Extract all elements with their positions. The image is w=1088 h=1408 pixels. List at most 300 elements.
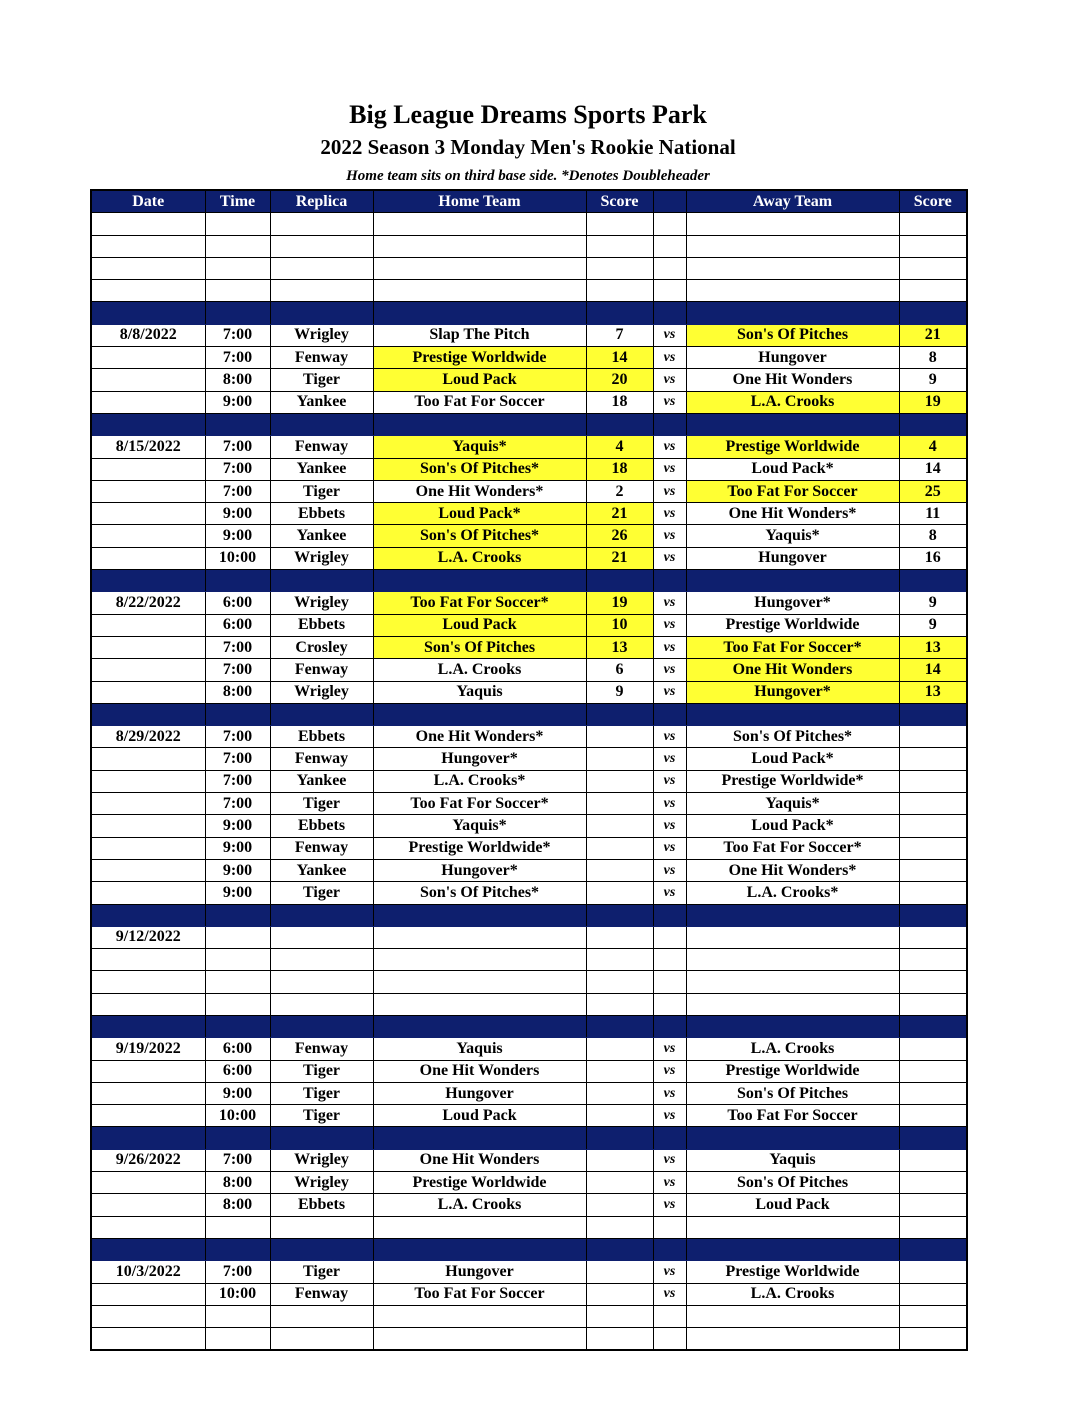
blank-cell: [586, 257, 653, 279]
blank-cell: [91, 1305, 205, 1327]
home-score-cell: 26: [586, 525, 653, 547]
game-row: [91, 748, 967, 770]
home-score-cell: 10: [586, 614, 653, 636]
blank-row: [91, 235, 967, 257]
away-team-cell: L.A. Crooks: [686, 1038, 899, 1060]
blank-cell: [373, 257, 586, 279]
separator-cell: [586, 904, 653, 926]
blank-cell: [653, 971, 686, 993]
separator-cell: [586, 413, 653, 435]
blank-cell: [270, 280, 373, 302]
replica-field-cell: Ebbets: [270, 1194, 373, 1216]
replica-field-cell: Ebbets: [270, 614, 373, 636]
away-score-cell: [899, 1283, 967, 1305]
separator-cell: [586, 1015, 653, 1037]
schedule-table: [90, 189, 968, 1351]
separator-cell: [586, 302, 653, 324]
replica-field-cell: Tiger: [270, 1105, 373, 1127]
blank-cell: [270, 949, 373, 971]
home-team-cell: One Hit Wonders: [373, 1149, 586, 1171]
blank-cell: [373, 1216, 586, 1238]
home-team-cell: One Hit Wonders*: [373, 726, 586, 748]
blank-row: [91, 1216, 967, 1238]
separator-cell: [270, 1015, 373, 1037]
home-team-cell: Yaquis: [373, 1038, 586, 1060]
separator-cell: [270, 302, 373, 324]
time-cell: 7:00: [205, 659, 270, 681]
date-cell: [91, 837, 205, 859]
date-cell: [91, 859, 205, 881]
blank-row: [91, 213, 967, 235]
separator-cell: [586, 1238, 653, 1260]
separator-cell: [91, 1238, 205, 1260]
date-cell: [91, 1105, 205, 1127]
blank-cell: [270, 235, 373, 257]
separator-cell: [91, 302, 205, 324]
date-cell: [91, 1060, 205, 1082]
game-row: [91, 458, 967, 480]
replica-field-cell: Tiger: [270, 480, 373, 502]
home-score-cell: 18: [586, 458, 653, 480]
home-score-cell: [586, 1038, 653, 1060]
vs-cell: vs: [653, 614, 686, 636]
blank-cell: [91, 257, 205, 279]
away-team-cell: Hungover*: [686, 592, 899, 614]
away-score-cell: [899, 1194, 967, 1216]
home-score-cell: 4: [586, 436, 653, 458]
vs-cell: [653, 926, 686, 948]
col-away-team: Away Team: [686, 190, 899, 213]
time-cell: 9:00: [205, 859, 270, 881]
separator-cell: [653, 904, 686, 926]
separator-cell: [205, 570, 270, 592]
game-row: [91, 726, 967, 748]
home-team-cell: Yaquis: [373, 681, 586, 703]
replica-field-cell: Wrigley: [270, 547, 373, 569]
blank-cell: [899, 971, 967, 993]
vs-cell: vs: [653, 770, 686, 792]
blank-cell: [686, 280, 899, 302]
blank-cell: [270, 213, 373, 235]
away-team-cell: Prestige Worldwide: [686, 1060, 899, 1082]
separator-cell: [91, 413, 205, 435]
separator-cell: [686, 904, 899, 926]
blank-cell: [653, 993, 686, 1015]
home-score-cell: [586, 1105, 653, 1127]
away-team-cell: Too Fat For Soccer: [686, 480, 899, 502]
blank-cell: [373, 235, 586, 257]
blank-cell: [91, 280, 205, 302]
separator-cell: [686, 413, 899, 435]
blank-cell: [899, 1305, 967, 1327]
blank-cell: [205, 1216, 270, 1238]
blank-cell: [899, 949, 967, 971]
away-score-cell: 11: [899, 503, 967, 525]
date-cell: 9/12/2022: [91, 926, 205, 948]
replica-field-cell: Fenway: [270, 347, 373, 369]
home-team-cell: Too Fat For Soccer: [373, 391, 586, 413]
time-cell: 7:00: [205, 1261, 270, 1283]
vs-cell: vs: [653, 659, 686, 681]
home-score-cell: 7: [586, 324, 653, 346]
separator-cell: [373, 413, 586, 435]
game-row: [91, 659, 967, 681]
blank-cell: [270, 1328, 373, 1351]
vs-cell: vs: [653, 369, 686, 391]
date-cell: [91, 770, 205, 792]
date-separator-row: [91, 1127, 967, 1149]
blank-cell: [270, 257, 373, 279]
separator-cell: [899, 703, 967, 725]
blank-cell: [686, 257, 899, 279]
away-score-cell: 8: [899, 347, 967, 369]
game-row: [91, 636, 967, 658]
time-cell: 6:00: [205, 614, 270, 636]
date-cell: 8/29/2022: [91, 726, 205, 748]
separator-cell: [270, 413, 373, 435]
blank-cell: [899, 235, 967, 257]
vs-cell: vs: [653, 1149, 686, 1171]
home-score-cell: [586, 770, 653, 792]
blank-cell: [586, 235, 653, 257]
replica-field-cell: Fenway: [270, 1283, 373, 1305]
vs-cell: vs: [653, 436, 686, 458]
separator-cell: [91, 703, 205, 725]
separator-cell: [586, 703, 653, 725]
away-score-cell: [899, 815, 967, 837]
date-cell: [91, 882, 205, 904]
time-cell: 7:00: [205, 347, 270, 369]
blank-cell: [270, 1305, 373, 1327]
blank-cell: [899, 1328, 967, 1351]
date-cell: [91, 681, 205, 703]
replica-field-cell: Fenway: [270, 436, 373, 458]
home-score-cell: 19: [586, 592, 653, 614]
blank-cell: [373, 213, 586, 235]
page-subtitle: 2022 Season 3 Monday Men's Rookie National: [320, 135, 736, 159]
game-row: [91, 324, 967, 346]
home-team-cell: Hungover: [373, 1261, 586, 1283]
away-score-cell: 8: [899, 525, 967, 547]
blank-row: [91, 257, 967, 279]
time-cell: 7:00: [205, 726, 270, 748]
away-team-cell: One Hit Wonders*: [686, 503, 899, 525]
separator-cell: [373, 302, 586, 324]
away-score-cell: [899, 882, 967, 904]
date-separator-row: [91, 1015, 967, 1037]
away-score-cell: 9: [899, 369, 967, 391]
vs-cell: vs: [653, 1261, 686, 1283]
col-away-score: Score: [899, 190, 967, 213]
blank-cell: [686, 213, 899, 235]
home-score-cell: [586, 815, 653, 837]
home-team-cell: Too Fat For Soccer: [373, 1283, 586, 1305]
home-score-cell: 20: [586, 369, 653, 391]
away-team-cell: Yaquis*: [686, 793, 899, 815]
away-team-cell: L.A. Crooks: [686, 391, 899, 413]
home-score-cell: [586, 1261, 653, 1283]
blank-cell: [205, 949, 270, 971]
vs-cell: vs: [653, 1194, 686, 1216]
blank-row: [91, 971, 967, 993]
blank-row: [91, 1305, 967, 1327]
blank-cell: [91, 1328, 205, 1351]
separator-cell: [205, 1127, 270, 1149]
blank-cell: [686, 1328, 899, 1351]
home-team-cell: Hungover*: [373, 748, 586, 770]
separator-cell: [586, 570, 653, 592]
vs-cell: vs: [653, 837, 686, 859]
blank-cell: [686, 971, 899, 993]
home-score-cell: 21: [586, 503, 653, 525]
separator-cell: [653, 413, 686, 435]
blank-cell: [686, 993, 899, 1015]
vs-cell: vs: [653, 1060, 686, 1082]
vs-cell: vs: [653, 1038, 686, 1060]
home-score-cell: [586, 859, 653, 881]
blank-cell: [586, 1216, 653, 1238]
date-cell: 8/22/2022: [91, 592, 205, 614]
blank-cell: [205, 971, 270, 993]
home-team-cell: Prestige Worldwide*: [373, 837, 586, 859]
vs-cell: vs: [653, 503, 686, 525]
replica-field-cell: Tiger: [270, 369, 373, 391]
blank-cell: [653, 1328, 686, 1351]
home-score-cell: [586, 1172, 653, 1194]
col-time: Time: [205, 190, 270, 213]
away-score-cell: [899, 793, 967, 815]
replica-field-cell: Fenway: [270, 748, 373, 770]
col-vs: [653, 190, 686, 213]
time-cell: 8:00: [205, 369, 270, 391]
away-team-cell: Prestige Worldwide*: [686, 770, 899, 792]
vs-cell: vs: [653, 815, 686, 837]
date-separator-row: [91, 1238, 967, 1260]
separator-cell: [205, 302, 270, 324]
separator-cell: [91, 570, 205, 592]
date-cell: [91, 614, 205, 636]
replica-field-cell: Crosley: [270, 636, 373, 658]
replica-field-cell: Tiger: [270, 1261, 373, 1283]
replica-field-cell: Ebbets: [270, 503, 373, 525]
home-score-cell: 18: [586, 391, 653, 413]
home-score-cell: [586, 1082, 653, 1104]
game-row: [91, 436, 967, 458]
away-team-cell: Hungover: [686, 347, 899, 369]
separator-cell: [373, 1127, 586, 1149]
game-row: [91, 1060, 967, 1082]
away-team-cell: Hungover*: [686, 681, 899, 703]
date-separator-row: [91, 703, 967, 725]
date-cell: [91, 391, 205, 413]
away-score-cell: 9: [899, 614, 967, 636]
blank-cell: [653, 235, 686, 257]
replica-field-cell: Tiger: [270, 882, 373, 904]
home-team-cell: Loud Pack*: [373, 503, 586, 525]
separator-cell: [653, 570, 686, 592]
page-title: Big League Dreams Sports Park: [349, 100, 707, 129]
away-team-cell: Prestige Worldwide: [686, 1261, 899, 1283]
time-cell: 6:00: [205, 592, 270, 614]
time-cell: 7:00: [205, 1149, 270, 1171]
blank-cell: [373, 1328, 586, 1351]
replica-field-cell: Fenway: [270, 659, 373, 681]
vs-cell: vs: [653, 547, 686, 569]
vs-cell: vs: [653, 1082, 686, 1104]
header-row: [91, 190, 967, 213]
away-score-cell: 14: [899, 458, 967, 480]
time-cell: 10:00: [205, 1105, 270, 1127]
away-team-cell: Son's Of Pitches: [686, 324, 899, 346]
time-cell: [205, 926, 270, 948]
col-home-team: Home Team: [373, 190, 586, 213]
blank-cell: [373, 1305, 586, 1327]
replica-field-cell: [270, 926, 373, 948]
vs-cell: vs: [653, 748, 686, 770]
separator-cell: [586, 1127, 653, 1149]
game-row: [91, 1261, 967, 1283]
away-score-cell: [899, 770, 967, 792]
vs-cell: vs: [653, 882, 686, 904]
date-cell: [91, 1194, 205, 1216]
away-team-cell: Son's Of Pitches*: [686, 726, 899, 748]
home-score-cell: 13: [586, 636, 653, 658]
blank-cell: [373, 971, 586, 993]
separator-cell: [899, 413, 967, 435]
separator-cell: [653, 1238, 686, 1260]
replica-field-cell: Tiger: [270, 793, 373, 815]
vs-cell: vs: [653, 726, 686, 748]
date-cell: [91, 369, 205, 391]
blank-cell: [373, 993, 586, 1015]
time-cell: 9:00: [205, 391, 270, 413]
game-row: [91, 1149, 967, 1171]
replica-field-cell: Wrigley: [270, 324, 373, 346]
home-score-cell: 9: [586, 681, 653, 703]
home-team-cell: L.A. Crooks: [373, 1194, 586, 1216]
replica-field-cell: Ebbets: [270, 815, 373, 837]
blank-cell: [653, 213, 686, 235]
blank-row: [91, 993, 967, 1015]
time-cell: 6:00: [205, 1038, 270, 1060]
home-score-cell: 21: [586, 547, 653, 569]
home-team-cell: Too Fat For Soccer*: [373, 592, 586, 614]
game-row: [91, 525, 967, 547]
blank-cell: [653, 949, 686, 971]
away-team-cell: Too Fat For Soccer: [686, 1105, 899, 1127]
separator-cell: [899, 570, 967, 592]
blank-cell: [686, 235, 899, 257]
blank-cell: [899, 257, 967, 279]
blank-cell: [686, 1305, 899, 1327]
blank-cell: [899, 280, 967, 302]
home-team-cell: One Hit Wonders: [373, 1060, 586, 1082]
home-team-cell: Son's Of Pitches*: [373, 525, 586, 547]
home-score-cell: [586, 726, 653, 748]
game-row: [91, 859, 967, 881]
blank-cell: [91, 949, 205, 971]
away-score-cell: [899, 926, 967, 948]
away-score-cell: 19: [899, 391, 967, 413]
away-team-cell: Son's Of Pitches: [686, 1172, 899, 1194]
away-team-cell: One Hit Wonders: [686, 369, 899, 391]
away-score-cell: 25: [899, 480, 967, 502]
away-score-cell: 13: [899, 681, 967, 703]
separator-cell: [91, 1127, 205, 1149]
away-score-cell: [899, 859, 967, 881]
home-score-cell: [586, 1194, 653, 1216]
separator-cell: [91, 904, 205, 926]
home-team-cell: Prestige Worldwide: [373, 1172, 586, 1194]
separator-cell: [899, 302, 967, 324]
home-team-cell: Yaquis*: [373, 815, 586, 837]
separator-cell: [373, 904, 586, 926]
away-score-cell: [899, 1060, 967, 1082]
page-note: Home team sits on third base side. *Denotes Doubleheader: [346, 168, 710, 184]
date-cell: [91, 1172, 205, 1194]
blank-row: [91, 280, 967, 302]
home-team-cell: Hungover*: [373, 859, 586, 881]
time-cell: 10:00: [205, 547, 270, 569]
blank-row: [91, 1328, 967, 1351]
away-score-cell: [899, 748, 967, 770]
separator-cell: [686, 302, 899, 324]
date-separator-row: [91, 904, 967, 926]
away-team-cell: Too Fat For Soccer*: [686, 636, 899, 658]
replica-field-cell: Ebbets: [270, 726, 373, 748]
away-team-cell: Prestige Worldwide: [686, 436, 899, 458]
separator-cell: [373, 1238, 586, 1260]
separator-cell: [686, 1238, 899, 1260]
away-team-cell: [686, 926, 899, 948]
time-cell: 7:00: [205, 748, 270, 770]
away-team-cell: L.A. Crooks: [686, 1283, 899, 1305]
blank-cell: [270, 993, 373, 1015]
home-team-cell: Son's Of Pitches*: [373, 882, 586, 904]
away-team-cell: Loud Pack*: [686, 458, 899, 480]
blank-cell: [91, 235, 205, 257]
home-score-cell: [586, 748, 653, 770]
blank-cell: [899, 993, 967, 1015]
date-cell: [91, 793, 205, 815]
vs-cell: vs: [653, 480, 686, 502]
away-score-cell: 9: [899, 592, 967, 614]
vs-cell: vs: [653, 1172, 686, 1194]
game-row: [91, 770, 967, 792]
separator-cell: [270, 1127, 373, 1149]
time-cell: 8:00: [205, 1194, 270, 1216]
game-row: [91, 391, 967, 413]
home-team-cell: Loud Pack: [373, 614, 586, 636]
date-cell: [91, 503, 205, 525]
home-team-cell: Hungover: [373, 1082, 586, 1104]
blank-cell: [653, 280, 686, 302]
game-row: [91, 1038, 967, 1060]
vs-cell: vs: [653, 681, 686, 703]
replica-field-cell: Yankee: [270, 770, 373, 792]
date-cell: [91, 347, 205, 369]
date-cell: [91, 748, 205, 770]
away-score-cell: 13: [899, 636, 967, 658]
date-cell: 9/19/2022: [91, 1038, 205, 1060]
blank-cell: [653, 1216, 686, 1238]
vs-cell: vs: [653, 636, 686, 658]
vs-cell: vs: [653, 458, 686, 480]
separator-cell: [270, 904, 373, 926]
away-score-cell: [899, 1149, 967, 1171]
time-cell: 9:00: [205, 525, 270, 547]
home-score-cell: 14: [586, 347, 653, 369]
